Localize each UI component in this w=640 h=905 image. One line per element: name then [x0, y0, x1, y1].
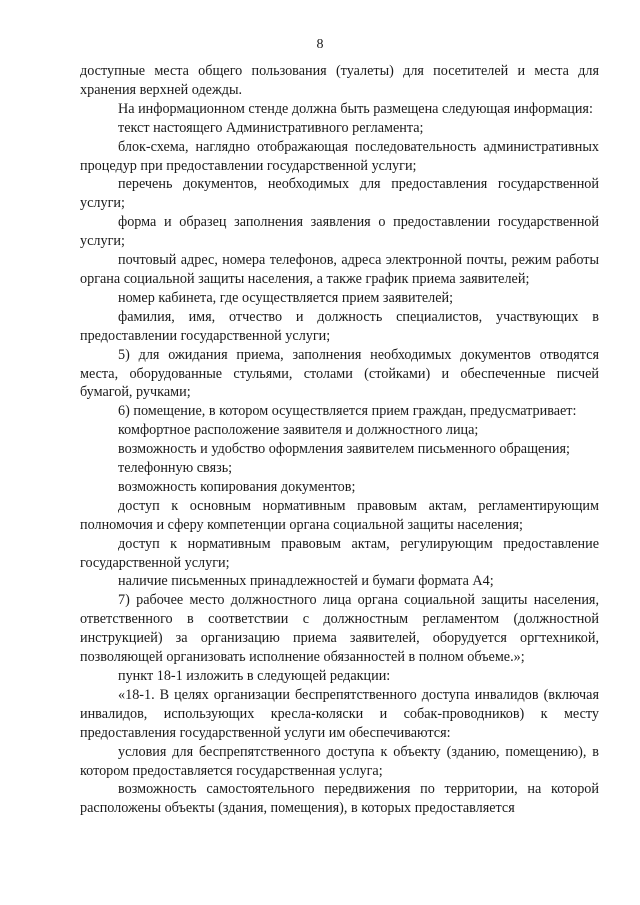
paragraph-item-5: 5) для ожидания приема, заполнения необходимых документов отводятся места, оборудованные стульями, столами (стойками) и обеспеченные писчей бумагой, ручками;	[80, 346, 599, 401]
paragraph-list-item: возможность и удобство оформления заявителем письменного обращения;	[118, 441, 570, 458]
paragraph-list-item: форма и образец заполнения заявления о предоставлении государственной услуги;	[80, 214, 599, 250]
paragraph-clause-18-1: «18-1. В целях организации беспрепятственного доступа инвалидов (включая инвалидов, использующих кресла-коляски и собак-проводников) к месту предоставления государственной услуги им обеспечиваются:	[80, 686, 599, 741]
paragraph-list-item: доступ к нормативным правовым актам, регулирующим предоставление государственной услуги;	[80, 535, 599, 571]
paragraph-list-item: почтовый адрес, номера телефонов, адреса электронной почты, режим работы органа социальной защиты населения, а также график приема заявителей;	[80, 252, 599, 287]
paragraph-list-item: возможность копирования документов;	[118, 478, 356, 495]
paragraph-item-7: 7) рабочее место должностного лица органа социальной защиты населения, ответственного в соответствии с должностным регламентом (должностной инструкцией) за организацию приема заявителей, оборудуется оргтехникой, позволяющей организовать исполнение обязанностей в полном объеме.»;	[80, 592, 599, 666]
paragraph-clause-18-1-intro: пункт 18-1 изложить в следующей редакции:	[118, 668, 391, 684]
paragraph-list-item: перечень документов, необходимых для предоставления государственной услуги;	[80, 176, 599, 212]
paragraph-list-item: комфортное расположение заявителя и должностного лица;	[118, 422, 479, 439]
paragraph-list-item: возможность самостоятельного передвижения по территории, на которой расположены объекты (здания, помещения), в которых предоставляется	[80, 781, 599, 817]
paragraph-continuation: доступные места общего пользования (туалеты) для посетителей и места для хранения верхней одежды.	[80, 63, 599, 98]
paragraph-list-item: текст настоящего Административного регламента;	[118, 119, 424, 136]
paragraph-list-item: наличие письменных принадлежностей и бумаги формата А4;	[118, 573, 494, 590]
paragraph-list-item: условия для беспрепятственного доступа к объекту (зданию, помещению), в котором предоставляется государственная услуга;	[80, 743, 599, 779]
page-number: 8	[316, 37, 324, 52]
paragraph-item-6: 6) помещение, в котором осуществляется прием граждан, предусматривает:	[118, 403, 577, 420]
paragraph-list-item: телефонную связь;	[118, 460, 233, 477]
paragraph-list-item: блок-схема, наглядно отображающая последовательность административных процедур при предоставлении государственной услуги;	[80, 138, 599, 174]
paragraph-list-item: номер кабинета, где осуществляется прием заявителей;	[118, 289, 454, 306]
paragraph-list-item: доступ к основным нормативным правовым актам, регламентирующим полномочия и сферу компетенции органа социальной защиты населения;	[80, 497, 599, 533]
paragraph-list-item: фамилия, имя, отчество и должность специалистов, участвующих в предоставлении государственной услуги;	[80, 308, 599, 344]
paragraph-info-stand: На информационном стенде должна быть размещена следующая информация:	[118, 100, 593, 117]
document-body	[80, 62, 599, 818]
